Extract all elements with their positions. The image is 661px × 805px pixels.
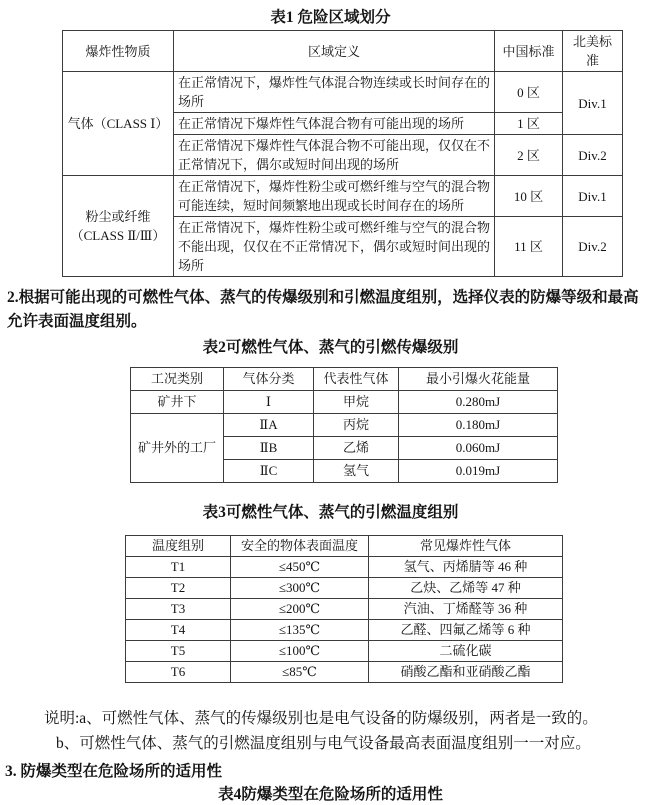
- china-standard-cell: 2 区: [495, 135, 563, 176]
- gas-class-cell: ⅡA: [224, 414, 314, 437]
- table3-row-t4: [126, 620, 563, 641]
- table3-row-t2: [126, 578, 563, 599]
- zone-definition-cell: 在正常情况下爆炸性气体混合物有可能出现的场所: [174, 113, 495, 135]
- table3-header-temp-group: 温度组别: [126, 536, 231, 557]
- zone-definition-cell: 在正常情况下，爆炸性气体混合物连续或长时间存在的场所: [174, 72, 495, 113]
- table1-substance-dust-cell: [63, 176, 174, 277]
- table3-header-row: [126, 536, 563, 557]
- safe-temp-cell: ≤100℃: [231, 641, 369, 662]
- table1-title: 表1 危险区域划分: [270, 9, 391, 26]
- temp-group-cell: T4: [126, 620, 231, 641]
- location-cell: 矿井下: [131, 391, 224, 414]
- common-gases-cell: 乙炔、乙烯等 47 种: [369, 578, 563, 599]
- temp-group-cell: T1: [126, 557, 231, 578]
- china-standard-cell: 0 区: [495, 72, 563, 113]
- table3-header-safe-surface-temp: 安全的物体表面温度: [231, 536, 369, 557]
- table1-header-zone-definition: 区域定义: [174, 31, 495, 72]
- table1-row-zone10: [63, 176, 623, 217]
- representative-gas-cell: 甲烷: [314, 391, 399, 414]
- common-gases-cell: 乙醛、四氟乙烯等 6 种: [369, 620, 563, 641]
- representative-gas-cell: 丙烷: [314, 414, 399, 437]
- temp-group-cell: T5: [126, 641, 231, 662]
- table2-row-iia: [131, 414, 558, 437]
- table3-row-t3: [126, 599, 563, 620]
- temp-group-cell: T2: [126, 578, 231, 599]
- spark-energy-cell: 0.280mJ: [399, 391, 558, 414]
- substance-dust-line2: （CLASS Ⅱ/Ⅲ）: [70, 228, 166, 243]
- table4-title: 表4防爆类型在危险场所的适用性: [218, 786, 443, 803]
- safe-temp-cell: ≤135℃: [231, 620, 369, 641]
- table2-ignition-explosion-classes: [130, 367, 558, 483]
- table1-header-na-standard: 北美标准: [563, 31, 623, 72]
- gas-class-cell: ⅡB: [224, 437, 314, 460]
- safe-temp-cell: ≤450℃: [231, 557, 369, 578]
- common-gases-cell: 汽油、丁烯醛等 36 种: [369, 599, 563, 620]
- table2-header-gas-class: 气体分类: [224, 368, 314, 391]
- gas-class-cell: Ⅰ: [224, 391, 314, 414]
- table3-row-t6: [126, 662, 563, 683]
- representative-gas-cell: 乙烯: [314, 437, 399, 460]
- table2-row-mine: [131, 391, 558, 414]
- location-cell: 矿井外的工厂: [131, 414, 224, 483]
- note-b: b、可燃性气体、蒸气的引燃温度组别与电气设备最高表面温度组别一一对应。: [56, 735, 591, 752]
- temp-group-cell: T3: [126, 599, 231, 620]
- table3-ignition-temperature-groups: [125, 535, 563, 683]
- table2-header-min-spark-energy: 最小引爆火花能量: [399, 368, 558, 391]
- gas-class-cell: ⅡC: [224, 460, 314, 483]
- table1-row-zone0: [63, 72, 623, 113]
- zone-definition-cell: 在正常情况下，爆炸性粉尘或可燃纤维与空气的混合物可能连续，短时间频繁地出现或长时间存在的场所: [174, 176, 495, 217]
- safe-temp-cell: ≤200℃: [231, 599, 369, 620]
- table2-header-row: [131, 368, 558, 391]
- na-standard-cell: Div.2: [563, 217, 623, 277]
- spark-energy-cell: 0.180mJ: [399, 414, 558, 437]
- table3-header-common-gases: 常见爆炸性气体: [369, 536, 563, 557]
- china-standard-cell: 11 区: [495, 217, 563, 277]
- zone-definition-cell: 在正常情况下爆炸性气体混合物不可能出现，仅仅在不正常情况下，偶尔或短时间出现的场所: [174, 135, 495, 176]
- table1-hazardous-area-classification: [62, 30, 623, 277]
- china-standard-cell: 1 区: [495, 113, 563, 135]
- table2-title: 表2可燃性气体、蒸气的引燃传爆级别: [202, 339, 459, 356]
- na-standard-cell: Div.2: [563, 135, 623, 176]
- table1-header-row: [63, 31, 623, 72]
- table2-header-condition: 工况类别: [131, 368, 224, 391]
- table3-row-t5: [126, 641, 563, 662]
- representative-gas-cell: 氢气: [314, 460, 399, 483]
- safe-temp-cell: ≤85℃: [231, 662, 369, 683]
- substance-dust-line1: 粉尘或纤维: [85, 209, 151, 224]
- table1-header-substance: 爆炸性物质: [63, 31, 174, 72]
- common-gases-cell: 氢气、丙烯腈等 46 种: [369, 557, 563, 578]
- table1-substance-gas-cell: 气体（CLASS Ⅰ）: [63, 72, 174, 176]
- table3-row-t1: [126, 557, 563, 578]
- section3-heading: 3. 防爆类型在危险场所的适用性: [5, 763, 223, 780]
- table3-title: 表3可燃性气体、蒸气的引燃温度组别: [202, 504, 459, 521]
- paragraph-item-2: 2.根据可能出现的可燃性气体、蒸气的传爆级别和引燃温度组别，选择仪表的防爆等级和最高允许表面温度组别。: [7, 289, 639, 330]
- common-gases-cell: 硝酸乙酯和亚硝酸乙酯: [369, 662, 563, 683]
- table2-header-representative-gas: 代表性气体: [314, 368, 399, 391]
- spark-energy-cell: 0.019mJ: [399, 460, 558, 483]
- na-standard-cell: Div.1: [563, 72, 623, 135]
- note-a: 说明:a、可燃性气体、蒸气的传爆级别也是电气设备的防爆级别，两者是一致的。: [44, 710, 598, 727]
- temp-group-cell: T6: [126, 662, 231, 683]
- na-standard-cell: Div.1: [563, 176, 623, 217]
- safe-temp-cell: ≤300℃: [231, 578, 369, 599]
- zone-definition-cell: 在正常情况下，爆炸性粉尘或可燃纤维与空气的混合物不能出现，仅仅在不正常情况下，偶尔或短时间出现的场所: [174, 217, 495, 277]
- spark-energy-cell: 0.060mJ: [399, 437, 558, 460]
- table1-header-china-standard: 中国标准: [495, 31, 563, 72]
- common-gases-cell: 二硫化碳: [369, 641, 563, 662]
- china-standard-cell: 10 区: [495, 176, 563, 217]
